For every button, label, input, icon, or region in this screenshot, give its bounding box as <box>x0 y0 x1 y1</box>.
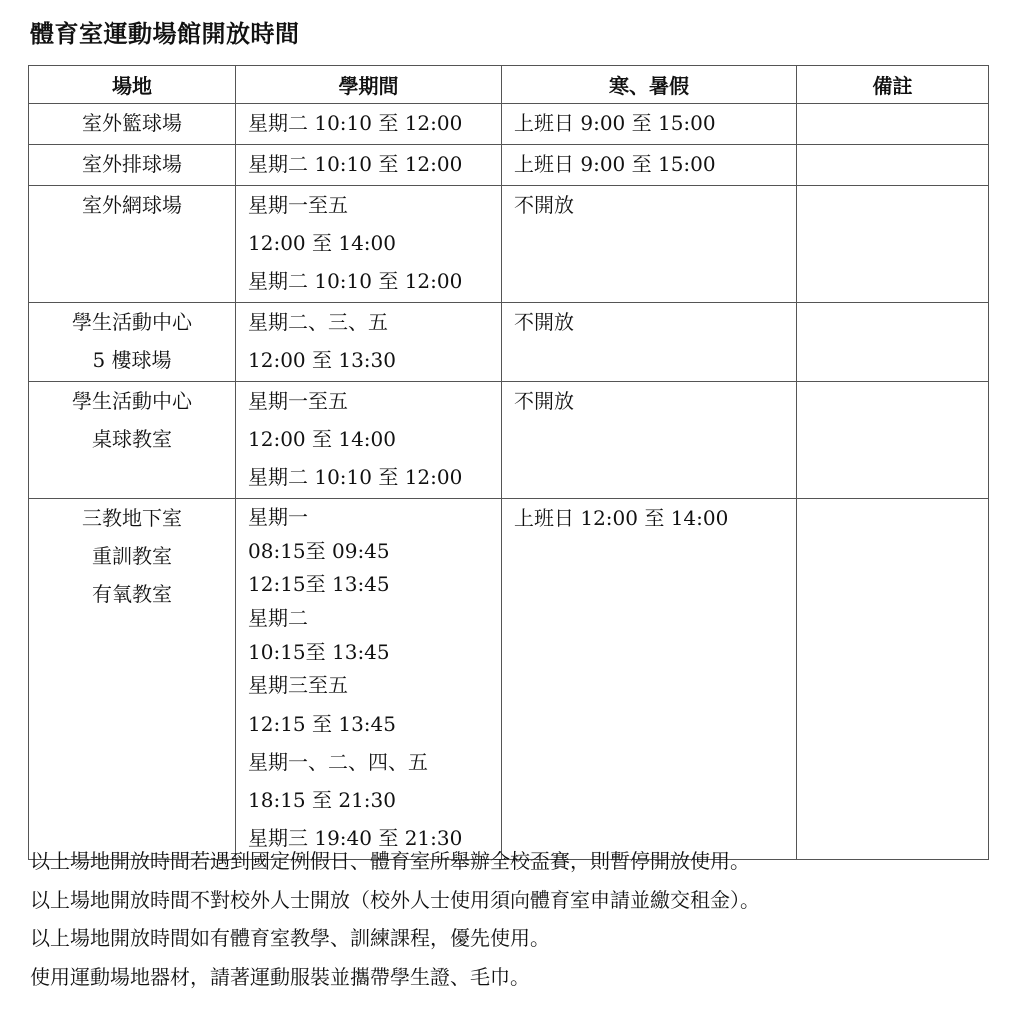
hours-line: 08:15至 09:45 <box>248 538 390 563</box>
table-row <box>29 104 989 145</box>
table-row <box>29 145 989 186</box>
semester-hours-cell <box>236 303 502 382</box>
hours-line: 12:15至 13:45 <box>248 572 390 597</box>
schedule-table <box>28 65 989 860</box>
vacation-hours-cell <box>502 145 797 186</box>
venue-name: 5 樓球場 <box>92 348 172 372</box>
venue-cell <box>29 104 236 145</box>
semester-hours-cell <box>236 145 502 186</box>
vacation-hours-cell <box>502 303 797 382</box>
venue-cell <box>29 186 236 303</box>
venue-name: 室外網球場 <box>82 193 182 217</box>
hours-line: 12:00 至 14:00 <box>248 231 396 255</box>
hours-line: 星期三 19:40 至 21:30 <box>248 826 463 851</box>
hours-line: 星期一至五 <box>248 193 348 217</box>
venue-name: 有氧教室 <box>92 582 172 606</box>
venue-cell <box>29 382 236 499</box>
vacation-hours-cell <box>502 104 797 145</box>
venue-name: 學生活動中心 <box>72 310 192 334</box>
table-row <box>29 303 989 382</box>
hours-line: 上班日 12:00 至 14:00 <box>514 506 729 530</box>
hours-line: 星期一、二、四、五 <box>248 750 428 775</box>
semester-hours-cell <box>236 382 502 499</box>
hours-line: 12:00 至 13:30 <box>248 348 396 372</box>
hours-line: 星期一 <box>248 505 308 529</box>
page-title: 體育室運動場館開放時間 <box>30 20 300 48</box>
hours-line: 不開放 <box>514 193 574 217</box>
table-header-row <box>29 66 989 104</box>
header-remarks: 備註 <box>797 66 989 104</box>
venue-name: 室外排球場 <box>82 152 182 176</box>
venue-name: 重訓教室 <box>92 544 172 568</box>
venue-name: 桌球教室 <box>92 427 172 451</box>
hours-line: 星期二 10:10 至 12:00 <box>248 465 463 489</box>
semester-hours-cell <box>236 104 502 145</box>
hours-line: 12:15 至 13:45 <box>248 712 396 737</box>
table-row <box>29 499 989 860</box>
header-semester: 學期間 <box>236 66 502 104</box>
notes-section <box>30 842 760 996</box>
hours-line: 上班日 9:00 至 15:00 <box>514 152 716 176</box>
hours-line: 星期二 10:10 至 12:00 <box>248 111 463 135</box>
hours-line: 12:00 至 14:00 <box>248 427 396 451</box>
venue-cell <box>29 145 236 186</box>
hours-line: 星期二 10:10 至 12:00 <box>248 152 463 176</box>
venue-name: 三教地下室 <box>82 506 182 530</box>
hours-line: 上班日 9:00 至 15:00 <box>514 111 716 135</box>
remarks-cell <box>797 382 989 499</box>
hours-line: 不開放 <box>514 389 574 413</box>
venue-name: 學生活動中心 <box>72 389 192 413</box>
note-line: 以上場地開放時間不對校外人士開放（校外人士使用須向體育室申請並繳交租金）。 <box>30 887 760 912</box>
hours-line: 10:15至 13:45 <box>248 639 390 664</box>
semester-hours-cell <box>236 499 502 860</box>
venue-cell <box>29 303 236 382</box>
hours-line: 星期三至五 <box>248 673 348 698</box>
remarks-cell <box>797 104 989 145</box>
remarks-cell <box>797 303 989 382</box>
vacation-hours-cell <box>502 186 797 303</box>
note-line: 以上場地開放時間若遇到國定例假日、體育室所舉辦全校盃賽，則暫停開放使用。 <box>30 849 750 873</box>
note-line: 以上場地開放時間如有體育室教學、訓練課程，優先使用。 <box>30 926 550 950</box>
hours-line: 星期二 <box>248 606 308 631</box>
note-line: 使用運動場地器材，請著運動服裝並攜帶學生證、毛巾。 <box>30 964 530 989</box>
venue-cell <box>29 499 236 860</box>
header-venue: 場地 <box>29 66 236 104</box>
table-row <box>29 186 989 303</box>
semester-hours-cell <box>236 186 502 303</box>
remarks-cell <box>797 186 989 303</box>
vacation-hours-cell <box>502 382 797 499</box>
table-row <box>29 382 989 499</box>
hours-line: 不開放 <box>514 310 574 334</box>
remarks-cell <box>797 145 989 186</box>
hours-line: 星期二 10:10 至 12:00 <box>248 269 463 293</box>
header-vacation: 寒、暑假 <box>502 66 797 104</box>
vacation-hours-cell <box>502 499 797 860</box>
hours-line: 星期一至五 <box>248 389 348 413</box>
remarks-cell <box>797 499 989 860</box>
hours-line: 18:15 至 21:30 <box>248 788 396 813</box>
venue-name: 室外籃球場 <box>82 111 182 135</box>
hours-line: 星期二、三、五 <box>248 310 388 334</box>
